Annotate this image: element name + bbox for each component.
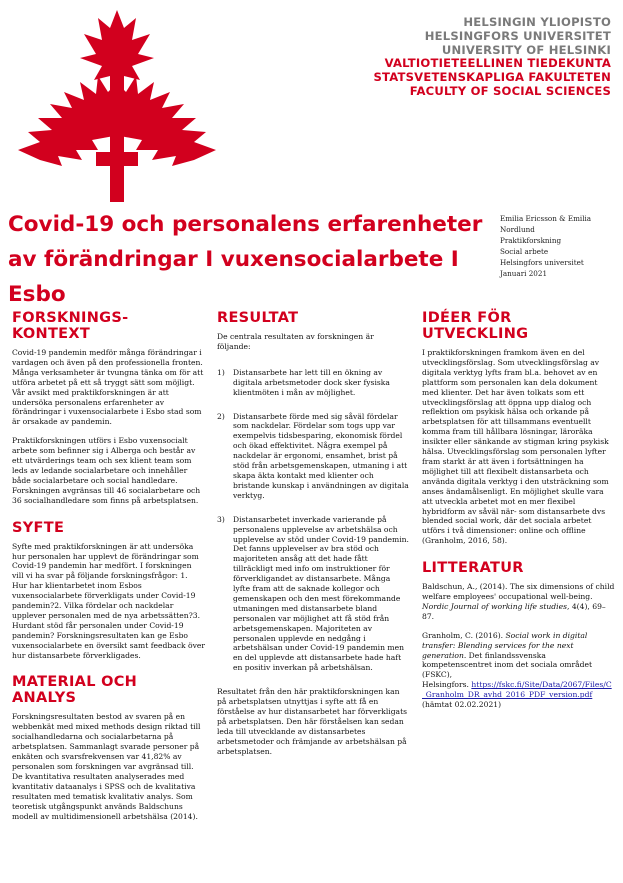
university-name-en: UNIVERSITY OF HELSINKI: [441, 42, 611, 57]
material-paragraph: Forskningsresultaten bestod av svaren på en webbenkät med mixed methods design riktad till socialhandledarna och socialarbetarna på arbetsplatsen. Sammanlagt svarade personer på enkäten och svarsfrekvensen var 41,82% av personalen som forskningen var avgränsad till. De kvantitativa resultaten analyserades med kvantitativ dataanalys i SPSS och de kvalitativa resultaten med tematisk kvalitativ analys. Som teoretisk utgångspunkt används Baldschuns modell av multidimensionell arbetshälsa (2014).: [12, 712, 201, 821]
faculty-name-en: FACULTY OF SOCIAL SCIENCES: [409, 83, 611, 98]
meta-line: Helsingfors universitet: [500, 258, 584, 267]
meta-line: Praktikforskning: [500, 236, 562, 245]
section-heading-material: MATERIAL OCH ANALYS: [12, 674, 138, 707]
reference-text: Helsingfors.: [422, 680, 472, 690]
context-paragraph: Praktikforskningen utförs i Esbo vuxensocialt arbete som befinner sig i Alberga och består av ett utvärderings team och sex klient team som leds av ledande socialarbetare och innehåller både socialarbetare och social handledare. Forskningen avgränsas till 46 socialarbetare och 36 socialhandledare som finns på arbetsplatsen.: [12, 436, 201, 505]
section-heading-ideas: IDÉER FÖR UTVECKLING: [422, 310, 529, 342]
reference-text: Granholm, C. (2016).: [422, 630, 506, 640]
reference-entry: [422, 631, 615, 710]
university-name-block: [425, 16, 611, 57]
reference-text: (hämtat 02.02.2021): [422, 700, 502, 710]
section-heading-literature: LITTERATUR: [422, 560, 524, 577]
reference-link[interactable]: https://fskc.fi/Site/Data/2067/Files/C_Granholm_DR_avhd_2016_PDF_version.pdf: [422, 680, 612, 700]
meta-line: Social arbete: [500, 247, 549, 256]
results-intro: De centrala resultaten av forskningen är följande:: [217, 332, 374, 351]
list-item: [217, 515, 409, 674]
faculty-name-fi: VALTIOTIETEELLINEN TIEDEKUNTA: [384, 56, 611, 70]
list-item: [217, 412, 409, 501]
reference-entry: [422, 582, 615, 622]
column-middle: [217, 310, 409, 766]
list-number: 3): [217, 514, 225, 524]
column-right: [422, 310, 615, 719]
results-outro: Resultatet från den här praktikforskningen kan på arbetsplatsen utnyttjas i syfte att få en förståelse av hur distansarbetet har förverkligats på arbetsplatsen. Den här förståelsen kan sedan leda till utvecklande av distansarbetes arbetsmetoder och främjande av arbetshälsan på arbetsplatsen.: [217, 687, 408, 756]
faculty-name-sv: STATSVETENSKAPLIGA FAKULTETEN: [373, 69, 611, 84]
list-text: Distansarbetet inverkade varierande på personalens upplevelse av arbetshälsa och upplevelse av stöd under Covid-19 pandemin. Det fanns upplevelser av bra stöd och majoriteten ansåg att det hade fått tillräckligt med info om instruktioner för förverkligandet av distansarbete. Många lyfte fram att de saknade kollegor och gemenskapen och den mest förekommande utmaningen med distansarbete bland personalen var möjlighet att få stöd från arbetsgemenskapen. Majoriteten av personalen upplevde en nedgång i arbetshälsan under Covid-19 pandemin men en del upplevde att distansarbete hade haft en positiv inverkan på arbetshälsan.: [233, 514, 409, 673]
context-paragraph: Covid-19 pandemin medför många förändringar i vardagen och även på den professionella fronten. Många verksamheter är tvungna tänka om för att utföra arbetet på ett så tryggt sätt som möjligt. Vår avsikt med praktikforskningen är att undersöka personalens erfarenheter av förändringar i vuxensocialarbete i Esbo stad som är orsakade av pandemin.: [12, 348, 204, 427]
list-number: 1): [217, 367, 225, 377]
meta-line: Januari 2021: [500, 269, 548, 278]
section-heading-context: FORSKNINGS-KONTEXT: [12, 310, 129, 342]
university-name-sv: HELSINGFORS UNIVERSITET: [424, 28, 611, 43]
list-text: Distansarbete har lett till en ökning av digitala arbetsmetoder dock sker fysiska klientmöten i mån av möjlighet.: [233, 367, 390, 397]
reference-text: , 4(4), 69–87.: [422, 601, 606, 621]
ideas-paragraph: I praktikforskningen framkom även en del utvecklingsförslag. Som utvecklingsförslag av digitala verktyg lyfts fram bl.a. behovet av en plattform som personalen kan dela dokument med klienter. Det har även tolkats som ett utvecklingsförslag att öppna upp dialog och reflektion om psykisk hälsa och orkande på arbetsplatsen för att tillsammans eventuellt komma fram till hållbara lösningar, läroräka insikter eller sänkande av stigman kring psykisk hälsa. Utvecklingsförslag som personalen lyfter fram starkt är att även i fortsättningen ha möjlighet till att flexibelt distansarbeta och använda digitala verktyg i den utsträckning som anses ändamålsenligt. En möjlighet skulle vara att utveckla arbetet mot en mer flexibel hybridform av såväl när- som distansarbete dvs blended social work, där det sociala arbetet utförs i två dimensioner: online och offline (Granholm, 2016, 58).: [422, 348, 609, 546]
list-number: 2): [217, 411, 225, 421]
reference-journal: Nordic Journal of working life studies: [422, 601, 567, 611]
column-left: [12, 310, 205, 830]
faculty-name-block: [373, 57, 611, 98]
section-heading-results: RESULTAT: [217, 310, 299, 326]
university-flame-logo: [0, 0, 235, 205]
list-item: [217, 368, 409, 398]
results-list: [217, 368, 409, 673]
meta-line: Emilia Ericsson & Emilia: [500, 214, 592, 223]
reference-title: Social work in digital transfer: Blending services for the next generation.: [422, 630, 588, 660]
poster-title: Covid-19 och personalens erfarenheter av förändringar I vuxensocialarbete I Esbo: [8, 212, 483, 307]
reference-text: Det finlandssvenska kompetenscentret inom det sociala området (FSKC),: [422, 650, 593, 680]
university-name-fi: HELSINGIN YLIOPISTO: [463, 15, 611, 29]
list-text: Distansarbete förde med sig såväl fördelar som nackdelar. Fördelar som togs upp var exempelvis tidsbesparing, ekonomisk fördel och ökad effektivitet. Några exempel på nackdelar är ergonomi, ensamhet, brist på stöd från arbetsgemenskapen, utmaning i att skapa äkta kontakt med klienter och bristande kunskap i användningen av digitala verktyg.: [233, 411, 409, 500]
reference-text: Baldschun, A., (2014). The six dimensions of child welfare employees' occupational well-being.: [422, 582, 615, 602]
meta-line: Nordlund: [500, 225, 535, 234]
author-meta: [500, 213, 610, 279]
purpose-paragraph: Syfte med praktikforskningen är att undersöka hur personalen har upplevt de förändringar som Covid-19 pandemin har medfört. I forskningen vill vi ha svar på följande forskningsfrågor: 1. Hur har klientarbetet inom Esbos vuxensocialarbete förverkligats under Covid-19 pandemin?2. Vilka fördelar och nackdelar upplever personalen med de nya arbetssätten?3. Hurdant stöd får personalen under Covid-19 pandemin? Forskningsresultaten kan ge Esbo vuxensocialarbete en översikt samt feedback över hur distansarbete förverkligades.: [12, 541, 205, 660]
section-heading-purpose: SYFTE: [12, 519, 65, 536]
